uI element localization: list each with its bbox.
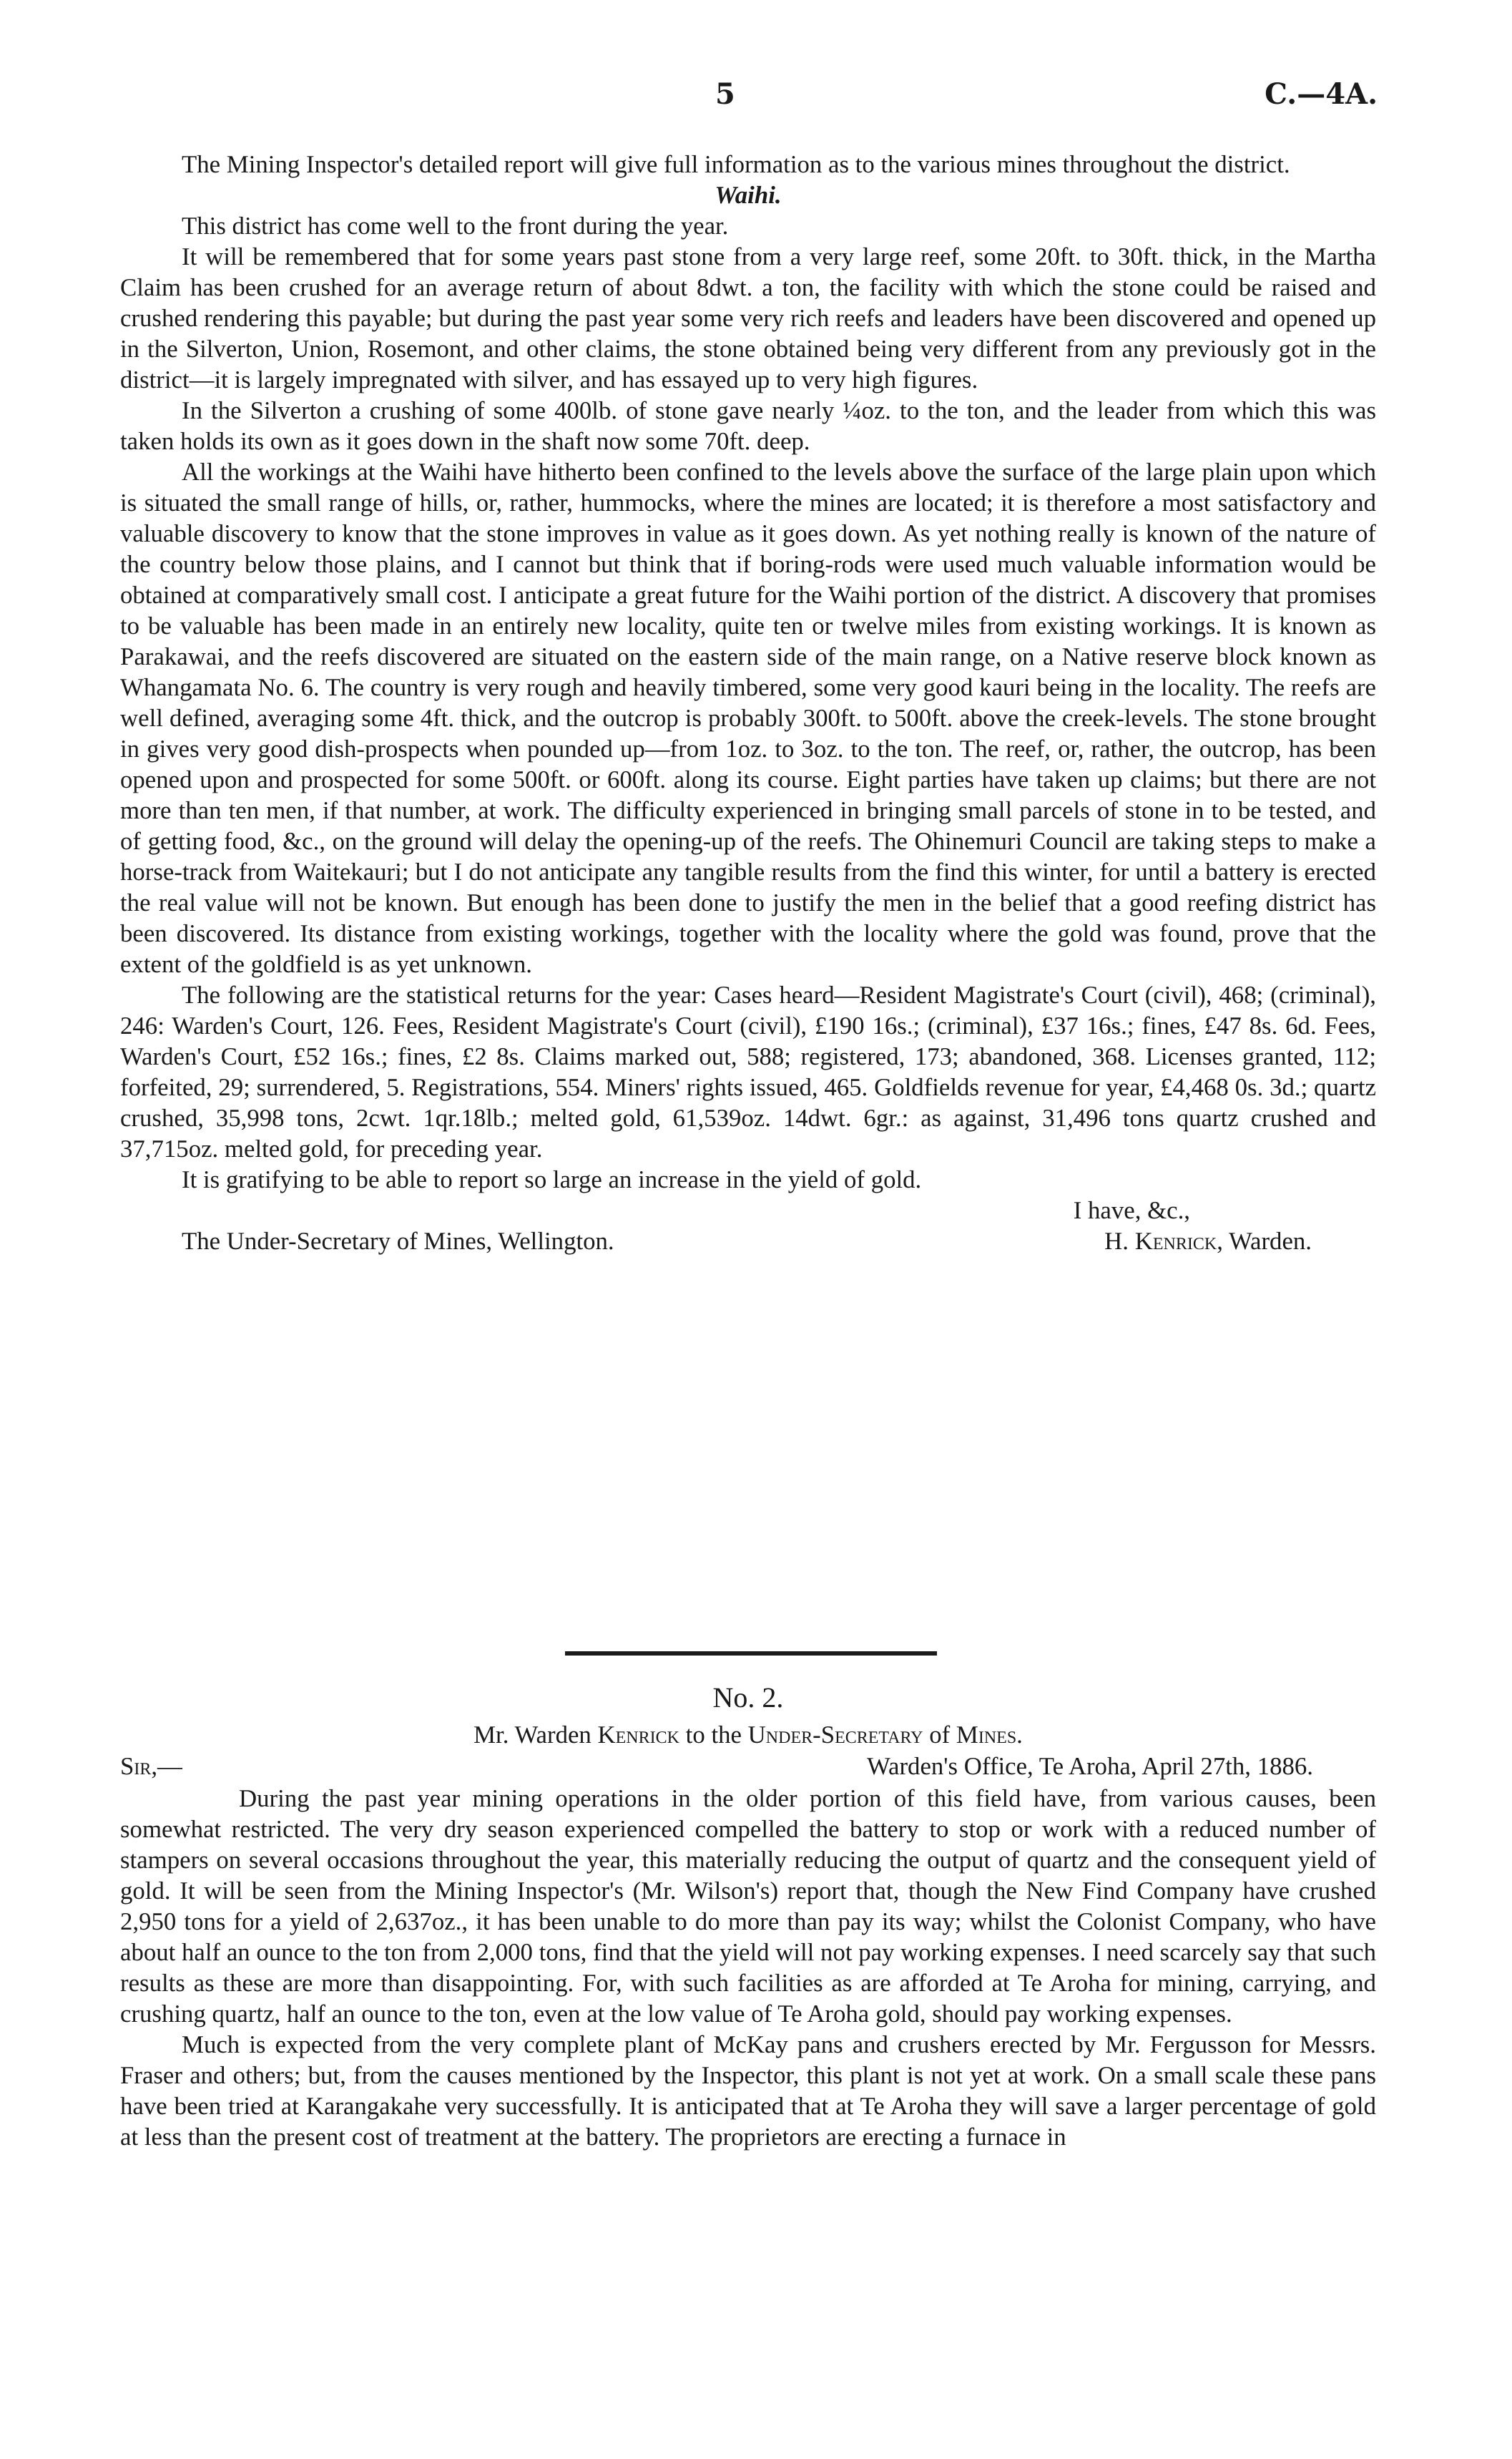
title-of: of bbox=[923, 1721, 956, 1749]
title-end: . bbox=[1016, 1721, 1023, 1749]
title-mid: to the bbox=[679, 1721, 748, 1749]
office-date-line: Warden's Office, Te Aroha, April 27th, 1886. bbox=[866, 1752, 1313, 1780]
intro-paragraph: The Mining Inspector's detailed report will give full information as to the various mines throughout the district. bbox=[182, 150, 1290, 178]
paragraph: All the workings at the Waihi have hitherto been confined to the levels above the surface of the large plain upon which is situated the small range of hills, or, rather, hummocks, where the mines are located; it is therefore a most satisfactory and valuable discovery to know that the stone improves in value as it goes down. As yet nothing really is known of the nature of the country below those plains, and I cannot but think that if boring-rods were used much valuable information would be obtained at comparatively small cost. I anticipate a great future for the Waihi portion of the district. A discovery that promises to be valuable has been made in an entirely new locality, quite ten or twelve miles from existing workings. It is known as Parakawai, and the reefs discovered are situated on the eastern side of the main range, on a Native reserve block known as Whangamata No. 6. The country is very rough and heavily timbered, some very good kauri being in the locality. The reefs are well defined, averaging some 4ft. thick, and the outcrop is probably 300ft. to 500ft. above the creek-levels. The stone brought in gives very good dish-prospects when pounded up—from 1oz. to 3oz. to the ton. The reef, or, rather, the outcrop, has been opened upon and prospected for some 500ft. or 600ft. along its course. Eight parties have taken up claims; but there are not more than ten men, if that number, at work. The difficulty experienced in bringing small parcels of stone in to be tested, and of getting food, &c., on the ground will delay the opening-up of the reefs. The Ohinemuri Council are taking steps to make a horse-track from Waitekauri; but I do not anticipate any tangible results from the find this winter, for until a battery is erected the real value will not be known. But enough has been done to justify the men in the belief that a good reefing district has been discovered. Its distance from existing workings, together with the locality where the gold was found, prove that the extent of the goldfield is as yet unknown. bbox=[120, 458, 1376, 978]
paragraph: Much is expected from the very complete plant of McKay pans and crushers erected by Mr. Fergusson for Messrs. Fraser and others; but, from the causes mentioned by the Inspector, this plant is not yet at work. On a small scale these pans have been tried at Karangakahe very successfully. It is anticipated that at Te Aroha they will save a larger percentage of gold at less than the present cost of treatment at the battery. The proprietors are erecting a furnace in bbox=[120, 2030, 1376, 2151]
page-number: 5 bbox=[715, 77, 735, 111]
paragraph: The following are the statistical returns for the year: Cases heard—Resident Magistrate's Court (civil), 468; (criminal), 246: Warden's Court, 126. Fees, Resident Magistrate's Court (civil), £190 16s.; (criminal), £37 16s.; fines, £47 8s. 6d. Fees, Warden's Court, £52 16s.; fines, £2 8s. Claims marked out, 588; registered, 173; abandoned, 368. Licenses granted, 112; forfeited, 29; surrendered, 5. Registrations, 554. Miners' rights issued, 465. Goldfields revenue for year, £4,468 0s. 3d.; quartz crushed, 35,998 tons, 2cwt. 1qr.18lb.; melted gold, 61,539oz. 14dwt. 6gr.: as against, 31,496 tons quartz crushed and 37,715oz. melted gold, for preceding year. bbox=[120, 981, 1376, 1163]
signature-initial: H. bbox=[1104, 1227, 1129, 1255]
section-no-2-letter bbox=[120, 1677, 1376, 2152]
signature-title: , Warden. bbox=[1217, 1227, 1312, 1255]
paragraph: During the past year mining operations in the older portion of this field have, from various causes, been somewhat restricted. The very dry season experienced compelled the battery to stop or work with a reduced number of stampers on several occasions throughout the year, this materially reducing the output of quartz and the consequent yield of gold. It will be seen from the Mining Inspector's (Mr. Wilson's) report that, though the New Find Company have crushed 2,950 tons for a yield of 2,637oz., it has been unable to do more than pay its way; whilst the Colonist Company, who have about half an ounce to the ton from 2,000 tons, find that the yield will not pay working expenses. I need scarcely say that such results as these are more than disappointing. For, with such facilities as are afforded at Te Aroha for mining, carrying, and crushing quartz, half an ounce to the ton, even at the low value of Te Aroha gold, should pay working expenses. bbox=[120, 1784, 1376, 2028]
paragraph: In the Silverton a crushing of some 400lb. of stone gave nearly ¼oz. to the ton, and the leader from which this was taken holds its own as it goes down in the shaft now some 70ft. deep. bbox=[120, 396, 1376, 455]
closing-line: I have, &c., bbox=[1073, 1196, 1190, 1224]
letter-title bbox=[120, 1719, 1376, 1751]
page-header bbox=[0, 77, 1512, 127]
paragraph: It will be remembered that for some years past stone from a very large reef, some 20ft. to 30ft. thick, in the Martha Claim has been crushed for an average return of about 8dwt. a ton, the facility with which the stone could be raised and crushed rendering this payable; but during the past year some very rich reefs and leaders have been discovered and opened up in the Silverton, Union, Rosemont, and other claims, the stone obtained being very different from any previously got in the district—it is largely impregnated with silver, and has essayed up to very high figures. bbox=[120, 243, 1376, 393]
title-recipient: Under-Secretary bbox=[747, 1721, 923, 1749]
letter-number: No. 2. bbox=[712, 1681, 784, 1714]
addressee: The Under-Secretary of Mines, Wellington. bbox=[182, 1227, 614, 1255]
section-divider bbox=[565, 1651, 937, 1656]
signature-row bbox=[120, 1226, 1376, 1256]
signature bbox=[1104, 1226, 1312, 1256]
title-name: Kenrick bbox=[597, 1721, 679, 1749]
paragraph: This district has come well to the front during the year. bbox=[182, 212, 729, 240]
section-heading-waihi: Waihi. bbox=[715, 181, 782, 209]
section-waihi-report bbox=[120, 149, 1376, 1256]
salutation: Sir,— bbox=[120, 1752, 182, 1780]
salutation-row bbox=[120, 1751, 1376, 1783]
document-reference: C.—4A. bbox=[1265, 77, 1378, 111]
paragraph: It is gratifying to be able to report so large an increase in the yield of gold. bbox=[182, 1165, 922, 1193]
title-mines: Mines bbox=[956, 1721, 1017, 1749]
title-prefix: Mr. Warden bbox=[473, 1721, 598, 1749]
signature-name: Kenrick bbox=[1134, 1227, 1217, 1255]
